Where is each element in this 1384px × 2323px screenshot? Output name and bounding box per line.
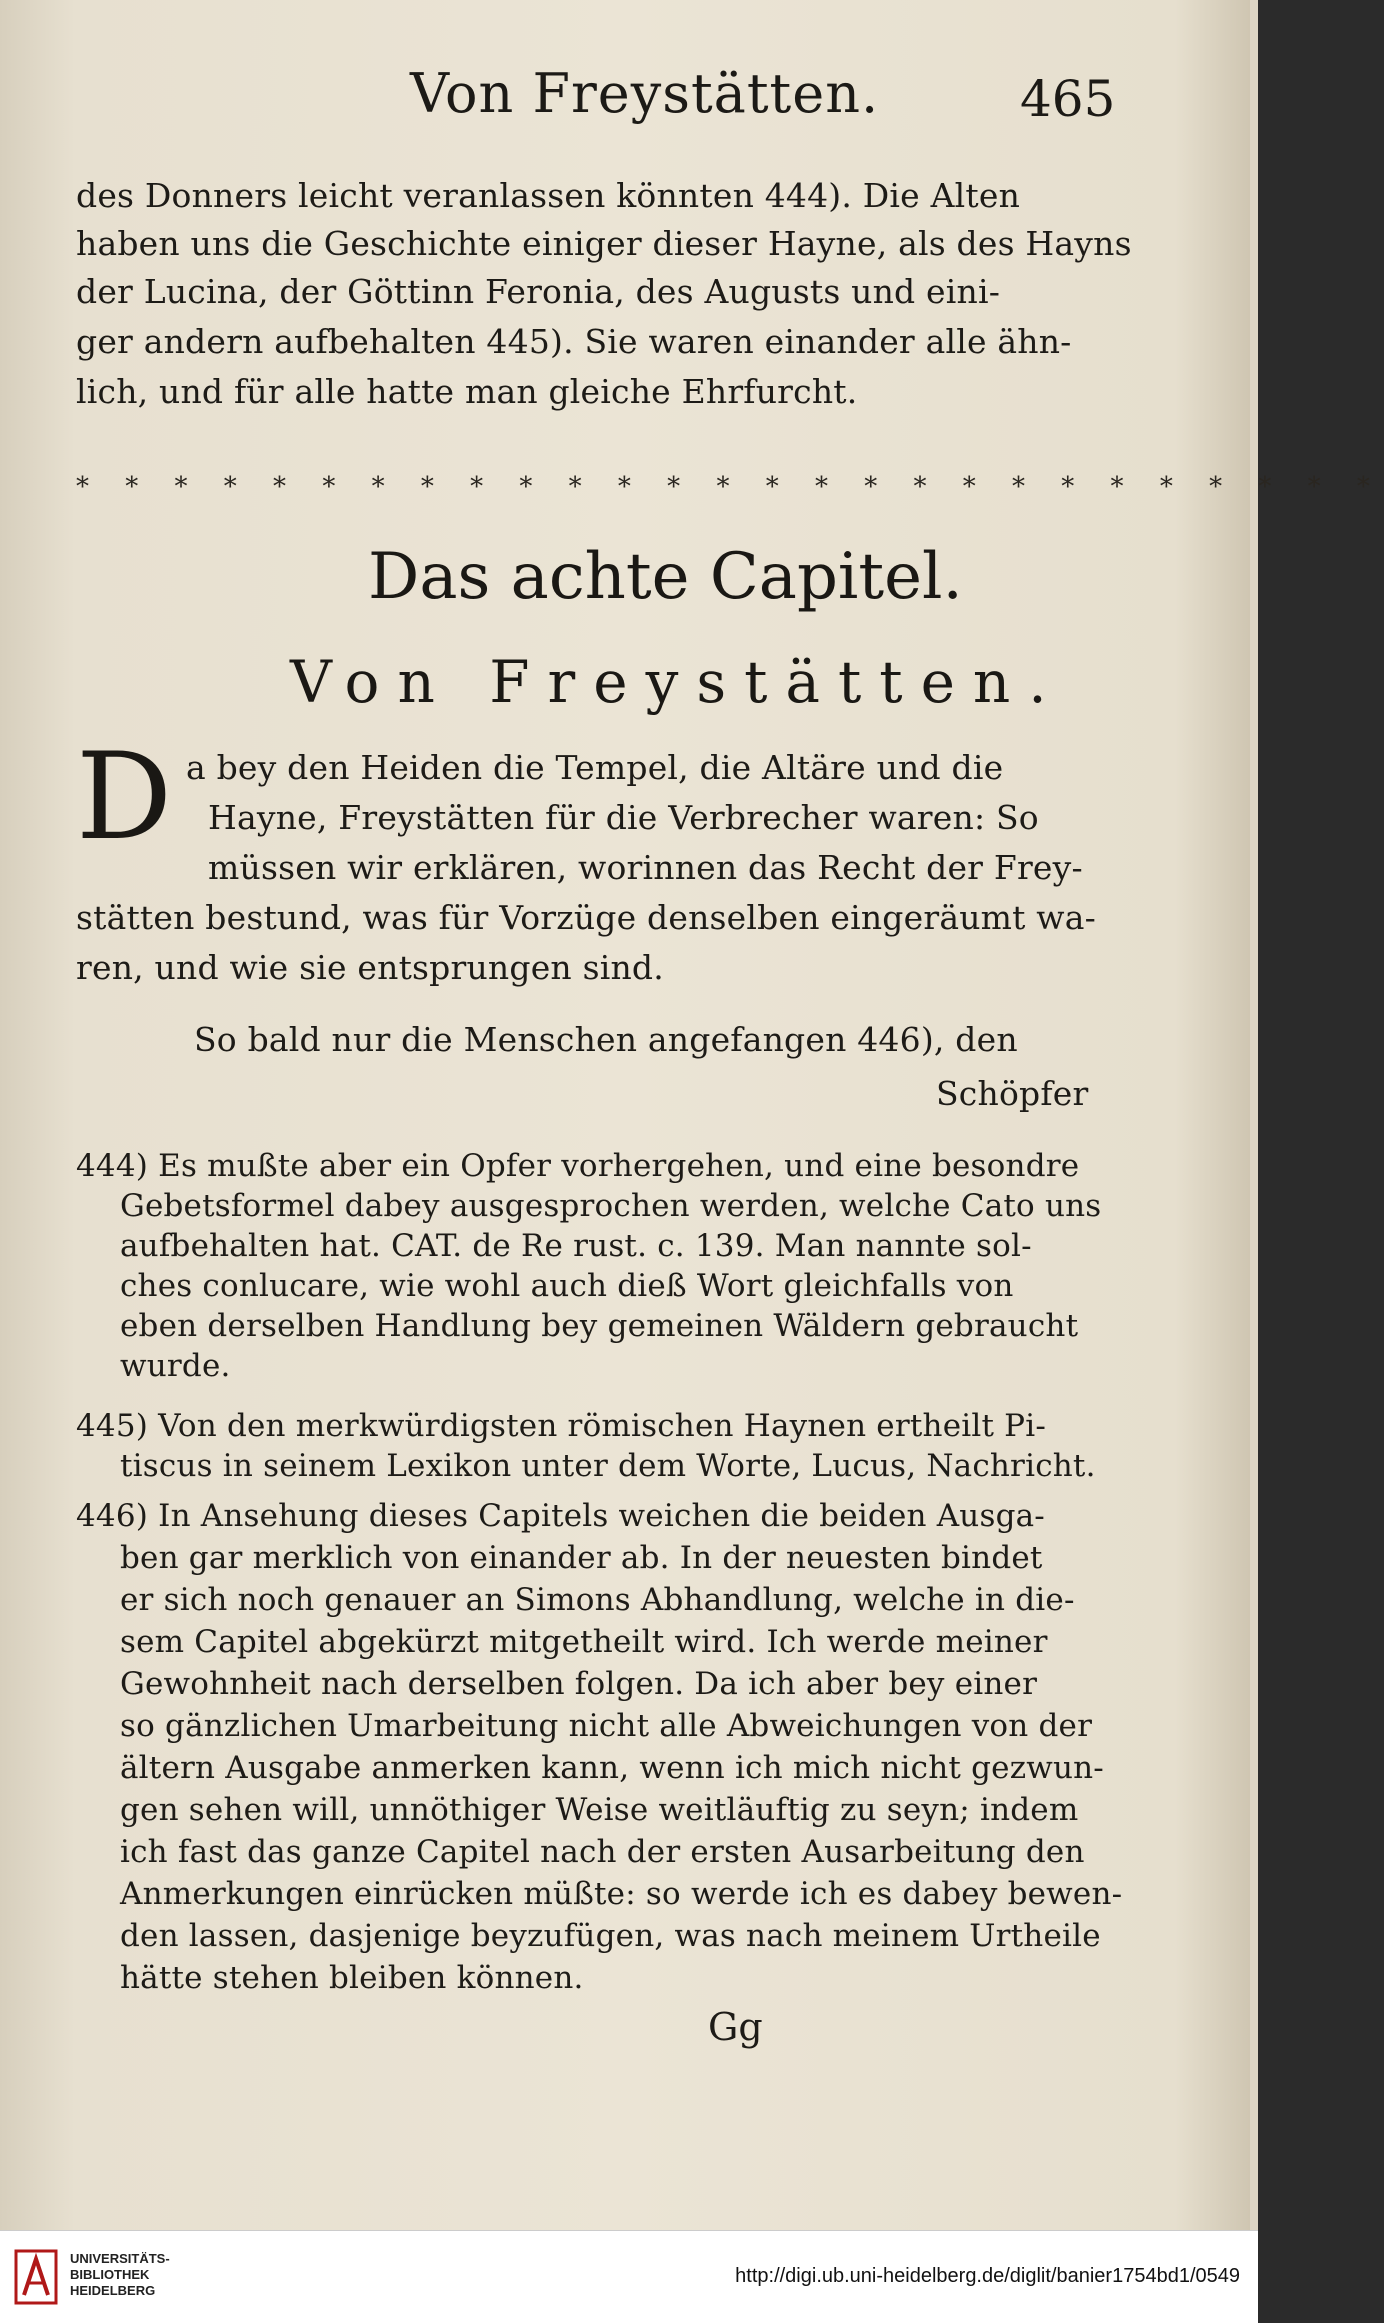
footnote-line: ich fast das ganze Capitel nach der ersten Ausarbeitung den bbox=[120, 1834, 1085, 1870]
footnote-line: 445) Von den merkwürdigsten römischen Haynen ertheilt Pi- bbox=[76, 1408, 1047, 1444]
body-line: lich, und für alle hatte man gleiche Ehrfurcht. bbox=[76, 372, 858, 411]
footnote-line: eben derselben Handlung bey gemeinen Wäldern gebraucht bbox=[120, 1308, 1079, 1344]
running-head-title: Von Freystätten. bbox=[410, 62, 880, 125]
footnote-line: sem Capitel abgekürzt mitgetheilt wird. Ich werde meiner bbox=[120, 1624, 1048, 1660]
footnote-line: hätte stehen bleiben können. bbox=[120, 1960, 584, 1996]
footnote-line: aufbehalten hat. CAT. de Re rust. c. 139. Man nannte sol- bbox=[120, 1228, 1032, 1264]
separator-line: * * * * * * * * * * * * * * * * * * * * * * * * * * * bbox=[76, 472, 1384, 502]
page-number: 465 bbox=[1020, 70, 1116, 128]
footnote-line: so gänzlichen Umarbeitung nicht alle Abweichungen von der bbox=[120, 1708, 1093, 1744]
body-line: ren, und wie sie entsprungen sind. bbox=[76, 948, 664, 987]
footnote-line: Gewohnheit nach derselben folgen. Da ich aber bey einer bbox=[120, 1666, 1038, 1702]
body-line: So bald nur die Menschen angefangen 446), den bbox=[194, 1020, 1018, 1059]
footnote-line: 444) Es mußte aber ein Opfer vorhergehen, und eine besondre bbox=[76, 1148, 1080, 1184]
catchword: Schöpfer bbox=[936, 1074, 1089, 1113]
chapter-title: Das achte Capitel. bbox=[368, 540, 963, 614]
library-name-line: UNIVERSITÄTS- bbox=[70, 2251, 170, 2266]
footnote-line: Anmerkungen einrücken müßte: so werde ich es dabey bewen- bbox=[120, 1876, 1123, 1912]
footnote-line: wurde. bbox=[120, 1348, 231, 1384]
body-line: der Lucina, der Göttinn Feronia, des Augusts und eini- bbox=[76, 272, 1001, 311]
library-name bbox=[70, 2251, 170, 2299]
chapter-subtitle: Von Freystätten. bbox=[290, 648, 1065, 716]
body-line: stätten bestund, was für Vorzüge denselben eingeräumt wa- bbox=[76, 898, 1096, 937]
footnote-line: gen sehen will, unnöthiger Weise weitläuftig zu seyn; indem bbox=[120, 1792, 1079, 1828]
library-logo-icon bbox=[14, 2249, 58, 2305]
body-line: haben uns die Geschichte einiger dieser Hayne, als des Hayns bbox=[76, 224, 1132, 263]
body-line: müssen wir erklären, worinnen das Recht der Frey- bbox=[208, 848, 1083, 887]
body-line: a bey den Heiden die Tempel, die Altäre und die bbox=[186, 748, 1004, 787]
footnote-line: Gebetsformel dabey ausgesprochen werden, welche Cato uns bbox=[120, 1188, 1102, 1224]
footnote-line: er sich noch genauer an Simons Abhandlung, welche in die- bbox=[120, 1582, 1075, 1618]
footnote-line: 446) In Ansehung dieses Capitels weichen die beiden Ausga- bbox=[76, 1498, 1045, 1534]
body-line: ger andern aufbehalten 445). Sie waren einander alle ähn- bbox=[76, 322, 1072, 361]
library-name-line: BIBLIOTHEK bbox=[70, 2267, 150, 2282]
footnote-line: ben gar merklich von einander ab. In der neuesten bindet bbox=[120, 1540, 1043, 1576]
footnote-line: tiscus in seinem Lexikon unter dem Worte, Lucus, Nachricht. bbox=[120, 1448, 1096, 1484]
body-line: Hayne, Freystätten für die Verbrecher waren: So bbox=[208, 798, 1039, 837]
footnote-line: den lassen, dasjenige beyzufügen, was nach meinem Urtheile bbox=[120, 1918, 1101, 1954]
signature-mark: Gg bbox=[708, 2005, 763, 2049]
viewer-footer bbox=[0, 2230, 1258, 2323]
footnote-line: ältern Ausgabe anmerken kann, wenn ich mich nicht gezwun- bbox=[120, 1750, 1104, 1786]
drop-cap: D bbox=[76, 728, 173, 867]
permalink-url[interactable]: http://digi.ub.uni-heidelberg.de/diglit/banier1754bd1/0549 bbox=[735, 2265, 1240, 2287]
body-line: des Donners leicht veranlassen könnten 444). Die Alten bbox=[76, 176, 1021, 215]
library-name-line: HEIDELBERG bbox=[70, 2283, 156, 2298]
footnote-line: ches conlucare, wie wohl auch dieß Wort gleichfalls von bbox=[120, 1268, 1014, 1304]
